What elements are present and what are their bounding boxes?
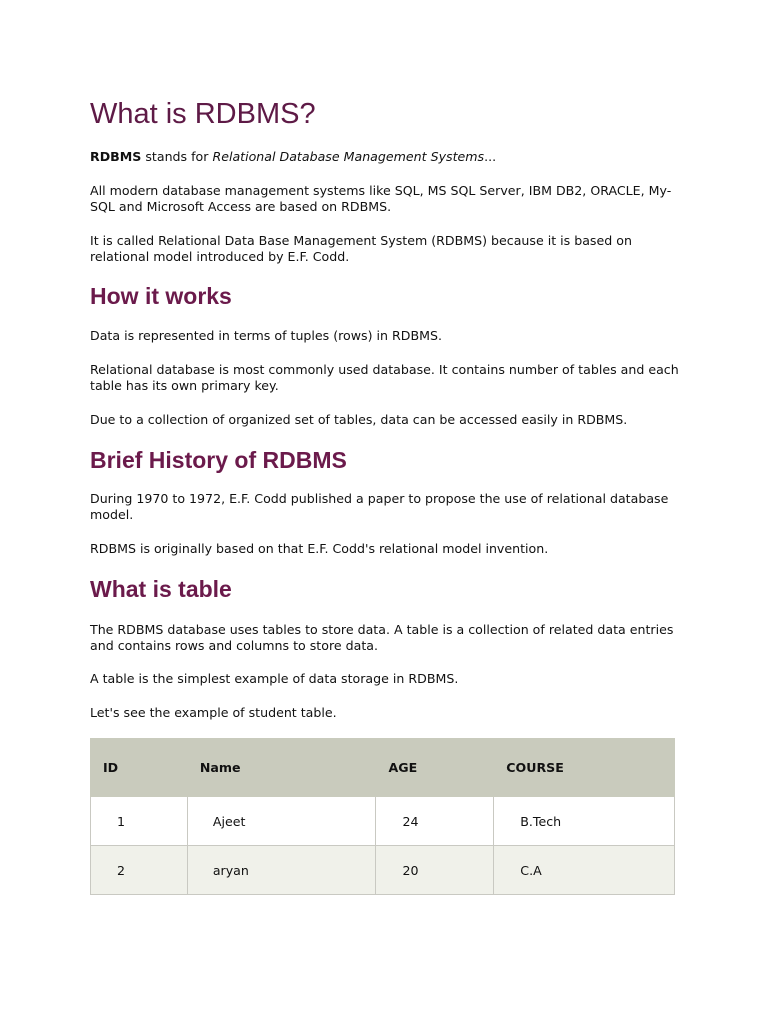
cell-id: 1 bbox=[91, 797, 188, 846]
header-name: Name bbox=[187, 739, 376, 797]
header-course: COURSE bbox=[494, 739, 675, 797]
heading-brief-history: Brief History of RDBMS bbox=[90, 447, 347, 473]
intro-italic: Relational Database Management Systems bbox=[212, 149, 485, 164]
intro-end: ... bbox=[484, 149, 497, 164]
cell-age: 20 bbox=[376, 846, 494, 895]
cell-name: aryan bbox=[187, 846, 376, 895]
table-row bbox=[91, 846, 675, 895]
table-header-row bbox=[91, 739, 675, 797]
para-codd-model: RDBMS is originally based on that E.F. Codd's relational model invention. bbox=[90, 541, 549, 556]
cell-course: B.Tech bbox=[494, 797, 675, 846]
para-student-table-intro: Let's see the example of student table. bbox=[90, 705, 337, 720]
para-why-called: It is called Relational Data Base Management System (RDBMS) because it is based on relational model introduced by E.F. Codd. bbox=[90, 233, 632, 264]
page-title: What is RDBMS? bbox=[90, 98, 316, 130]
header-age: AGE bbox=[376, 739, 494, 797]
para-relational-db: Relational database is most commonly used database. It contains number of tables and each table has its own primary key. bbox=[90, 362, 679, 393]
cell-course: C.A bbox=[494, 846, 675, 895]
cell-id: 2 bbox=[91, 846, 188, 895]
header-id: ID bbox=[91, 739, 188, 797]
heading-what-is-table: What is table bbox=[90, 576, 232, 602]
intro-bold: RDBMS bbox=[90, 149, 142, 164]
cell-name: Ajeet bbox=[187, 797, 376, 846]
heading-how-it-works: How it works bbox=[90, 283, 232, 309]
table-row bbox=[91, 797, 675, 846]
para-tables-store-data: The RDBMS database uses tables to store data. A table is a collection of related data entries and contains rows and columns to store data. bbox=[90, 622, 674, 653]
cell-age: 24 bbox=[376, 797, 494, 846]
intro-paragraph bbox=[90, 149, 680, 165]
para-tuples: Data is represented in terms of tuples (rows) in RDBMS. bbox=[90, 328, 442, 343]
para-codd-paper: During 1970 to 1972, E.F. Codd published a paper to propose the use of relational database model. bbox=[90, 491, 669, 522]
student-table bbox=[90, 738, 675, 895]
intro-mid: stands for bbox=[141, 149, 213, 164]
para-modern-systems: All modern database management systems like SQL, MS SQL Server, IBM DB2, ORACLE, My-SQL and Microsoft Access are based on RDBMS. bbox=[90, 183, 672, 214]
para-organized-tables: Due to a collection of organized set of tables, data can be accessed easily in RDBMS. bbox=[90, 412, 628, 427]
para-simplest-example: A table is the simplest example of data storage in RDBMS. bbox=[90, 671, 459, 686]
